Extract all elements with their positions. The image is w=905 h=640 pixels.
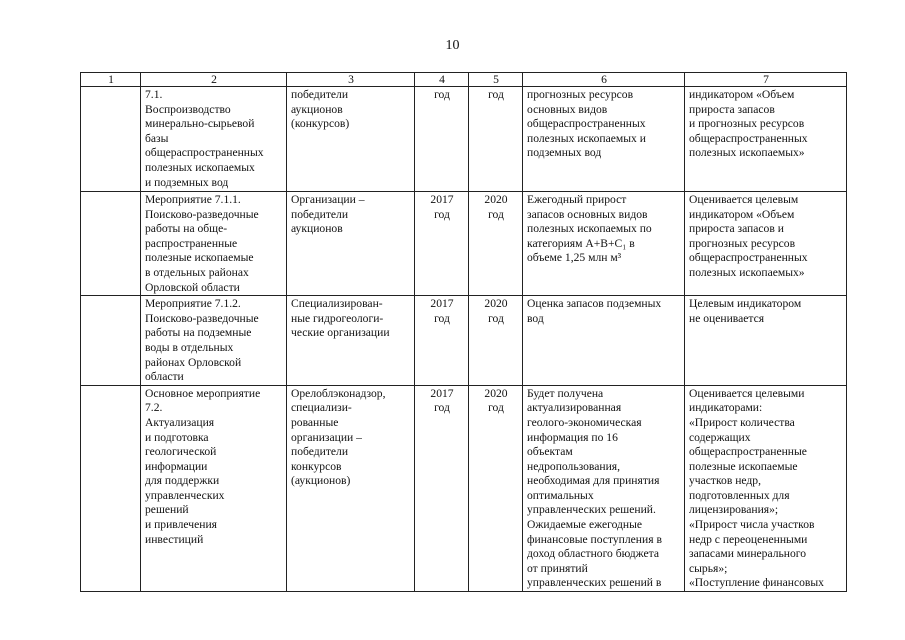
table-row	[81, 385, 847, 591]
cell-indicator: Оценивается целевыми индикаторами: «Прирост количества содержащих общераспространенные полезные ископаемые участков недр, подготовленных для лицензирования»; «Прирост числа участков недр с переоцененными запасами минерального сырья»; «Поступление финансовых	[685, 385, 847, 591]
table-row	[81, 87, 847, 192]
cell-activity: Мероприятие 7.1.2. Поисково-разведочные работы на подземные воды в отдельных районах Орловской области	[141, 296, 287, 386]
page-number: 10	[445, 38, 460, 53]
table-row	[81, 192, 847, 296]
cell-start-year: 2017 год	[415, 296, 469, 386]
cell-result: Оценка запасов подземных вод	[523, 296, 685, 386]
header-row	[81, 73, 847, 87]
cell-number	[81, 385, 141, 591]
cell-indicator: Целевым индикатором не оценивается	[685, 296, 847, 386]
header-cell-2: 2	[141, 73, 287, 87]
cell-indicator: Оценивается целевым индикатором «Объем прироста запасов и прогнозных ресурсов общераспространенных полезных ископаемых»	[685, 192, 847, 296]
cell-end-year: год	[469, 87, 523, 192]
cell-result: прогнозных ресурсов основных видов общераспространенных полезных ископаемых и подземных вод	[523, 87, 685, 192]
header-cell-5: 5	[469, 73, 523, 87]
cell-executor: Орелоблэконадзор, специализи- рованные организации – победители конкурсов (аукционов)	[287, 385, 415, 591]
cell-end-year: 2020 год	[469, 385, 523, 591]
cell-number	[81, 87, 141, 192]
cell-start-year: год	[415, 87, 469, 192]
cell-indicator: индикатором «Объем прироста запасов и прогнозных ресурсов общераспространенных полезных ископаемых»	[685, 87, 847, 192]
cell-start-year: 2017 год	[415, 385, 469, 591]
program-table	[80, 72, 847, 592]
cell-end-year: 2020 год	[469, 192, 523, 296]
cell-result: Ежегодный прирост запасов основных видов полезных ископаемых по категориям А+В+С₁ в объеме 1,25 млн м³	[523, 192, 685, 296]
header-cell-3: 3	[287, 73, 415, 87]
cell-activity: Мероприятие 7.1.1. Поисково-разведочные работы на обще- распространенные полезные ископаемые в отдельных районах Орловской области	[141, 192, 287, 296]
cell-number	[81, 192, 141, 296]
header-cell-6: 6	[523, 73, 685, 87]
cell-executor: победители аукционов (конкурсов)	[287, 87, 415, 192]
header-cell-7: 7	[685, 73, 847, 87]
cell-result: Будет получена актуализированная геолого-экономическая информация по 16 объектам недропользования, необходимая для принятия оптимальных управленческих решений. Ожидаемые ежегодные финансовые поступления в доход областного бюджета от принятий управленческих решений в	[523, 385, 685, 591]
cell-number	[81, 296, 141, 386]
cell-executor: Специализирован- ные гидрогеологи- ческие организации	[287, 296, 415, 386]
cell-activity: Основное мероприятие 7.2. Актуализация и подготовка геологической информации для поддержки управленческих решений и привлечения инвестиций	[141, 385, 287, 591]
header-cell-1: 1	[81, 73, 141, 87]
cell-executor: Организации – победители аукционов	[287, 192, 415, 296]
cell-start-year: 2017 год	[415, 192, 469, 296]
cell-activity: 7.1. Воспроизводство минерально-сырьевой базы общераспространенных полезных ископаемых и подземных вод	[141, 87, 287, 192]
table-row	[81, 296, 847, 386]
header-cell-4: 4	[415, 73, 469, 87]
cell-end-year: 2020 год	[469, 296, 523, 386]
